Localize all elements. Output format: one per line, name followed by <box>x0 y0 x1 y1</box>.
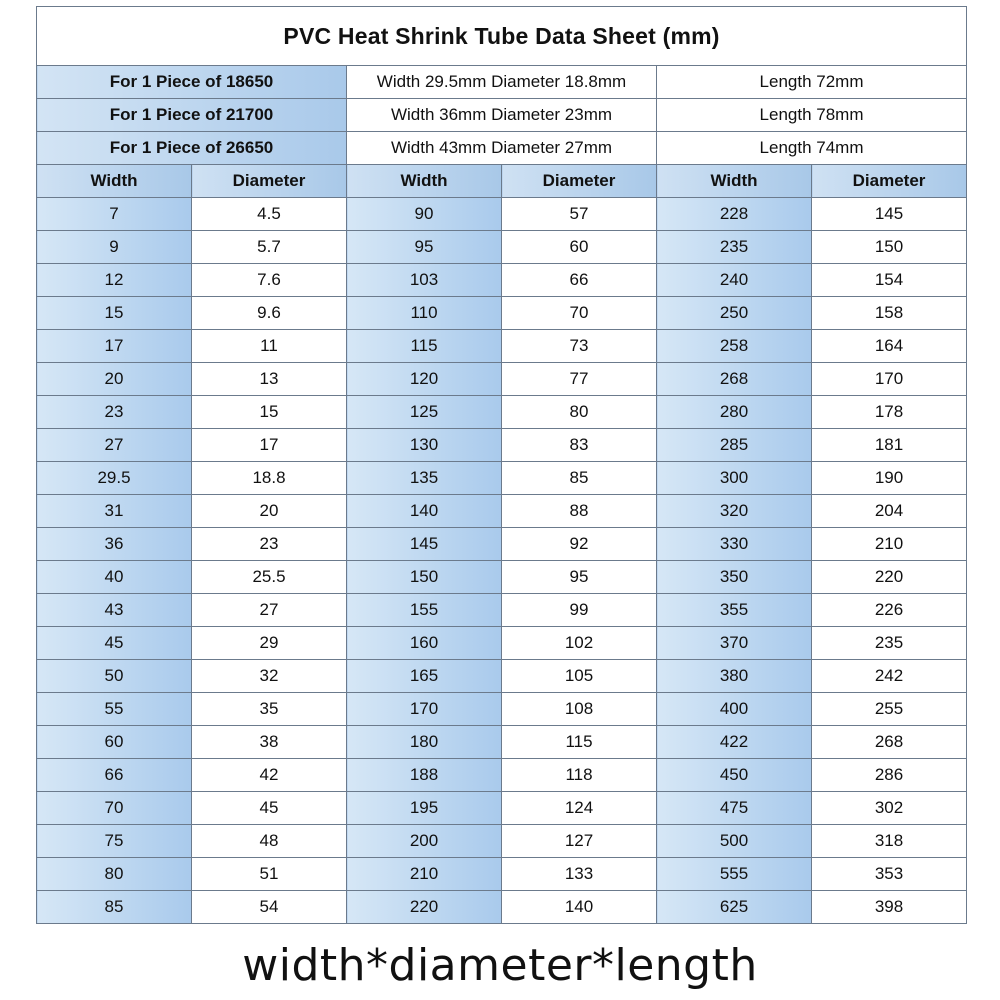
piece-row <box>37 99 967 132</box>
diameter-cell: 45 <box>192 792 347 825</box>
width-cell: 110 <box>347 297 502 330</box>
table-row <box>37 660 967 693</box>
diameter-cell: 398 <box>812 891 967 924</box>
width-cell: 60 <box>37 726 192 759</box>
width-cell: 380 <box>657 660 812 693</box>
diameter-cell: 35 <box>192 693 347 726</box>
diameter-cell: 5.7 <box>192 231 347 264</box>
piece-row <box>37 132 967 165</box>
column-header-width: Width <box>657 165 812 198</box>
width-cell: 475 <box>657 792 812 825</box>
table-row <box>37 561 967 594</box>
table-row <box>37 462 967 495</box>
diameter-cell: 133 <box>502 858 657 891</box>
diameter-cell: 255 <box>812 693 967 726</box>
width-cell: 36 <box>37 528 192 561</box>
diameter-cell: 302 <box>812 792 967 825</box>
width-cell: 45 <box>37 627 192 660</box>
diameter-cell: 204 <box>812 495 967 528</box>
diameter-cell: 178 <box>812 396 967 429</box>
width-cell: 200 <box>347 825 502 858</box>
width-cell: 258 <box>657 330 812 363</box>
width-cell: 320 <box>657 495 812 528</box>
column-header-row <box>37 165 967 198</box>
diameter-cell: 92 <box>502 528 657 561</box>
width-cell: 170 <box>347 693 502 726</box>
diameter-cell: 353 <box>812 858 967 891</box>
width-cell: 300 <box>657 462 812 495</box>
width-cell: 165 <box>347 660 502 693</box>
width-cell: 285 <box>657 429 812 462</box>
diameter-cell: 150 <box>812 231 967 264</box>
width-cell: 103 <box>347 264 502 297</box>
diameter-cell: 105 <box>502 660 657 693</box>
diameter-cell: 140 <box>502 891 657 924</box>
width-cell: 210 <box>347 858 502 891</box>
diameter-cell: 29 <box>192 627 347 660</box>
diameter-cell: 11 <box>192 330 347 363</box>
table-row <box>37 330 967 363</box>
table-row <box>37 825 967 858</box>
piece-length: Length 74mm <box>657 132 967 165</box>
diameter-cell: 15 <box>192 396 347 429</box>
width-cell: 240 <box>657 264 812 297</box>
table-row <box>37 858 967 891</box>
table-row <box>37 528 967 561</box>
width-cell: 12 <box>37 264 192 297</box>
table-row <box>37 297 967 330</box>
width-cell: 17 <box>37 330 192 363</box>
width-cell: 188 <box>347 759 502 792</box>
piece-dimensions: Width 43mm Diameter 27mm <box>347 132 657 165</box>
width-cell: 29.5 <box>37 462 192 495</box>
width-cell: 95 <box>347 231 502 264</box>
diameter-cell: 48 <box>192 825 347 858</box>
piece-label: For 1 Piece of 18650 <box>37 66 347 99</box>
diameter-cell: 54 <box>192 891 347 924</box>
diameter-cell: 242 <box>812 660 967 693</box>
table-row <box>37 759 967 792</box>
table-row <box>37 726 967 759</box>
width-cell: 55 <box>37 693 192 726</box>
width-cell: 90 <box>347 198 502 231</box>
width-cell: 7 <box>37 198 192 231</box>
table-row <box>37 198 967 231</box>
width-cell: 500 <box>657 825 812 858</box>
width-cell: 85 <box>37 891 192 924</box>
table-row <box>37 264 967 297</box>
width-cell: 160 <box>347 627 502 660</box>
diameter-cell: 66 <box>502 264 657 297</box>
width-cell: 155 <box>347 594 502 627</box>
table-row <box>37 429 967 462</box>
diameter-cell: 127 <box>502 825 657 858</box>
table-row <box>37 891 967 924</box>
diameter-cell: 164 <box>812 330 967 363</box>
diameter-cell: 57 <box>502 198 657 231</box>
diameter-cell: 80 <box>502 396 657 429</box>
diameter-cell: 235 <box>812 627 967 660</box>
width-cell: 228 <box>657 198 812 231</box>
width-cell: 355 <box>657 594 812 627</box>
width-cell: 450 <box>657 759 812 792</box>
diameter-cell: 9.6 <box>192 297 347 330</box>
diameter-cell: 32 <box>192 660 347 693</box>
width-cell: 150 <box>347 561 502 594</box>
diameter-cell: 27 <box>192 594 347 627</box>
diameter-cell: 85 <box>502 462 657 495</box>
width-cell: 220 <box>347 891 502 924</box>
diameter-cell: 23 <box>192 528 347 561</box>
sheet-title: PVC Heat Shrink Tube Data Sheet (mm) <box>37 7 967 66</box>
width-cell: 27 <box>37 429 192 462</box>
width-cell: 268 <box>657 363 812 396</box>
diameter-cell: 145 <box>812 198 967 231</box>
diameter-cell: 318 <box>812 825 967 858</box>
width-cell: 422 <box>657 726 812 759</box>
width-cell: 330 <box>657 528 812 561</box>
width-cell: 135 <box>347 462 502 495</box>
width-cell: 15 <box>37 297 192 330</box>
diameter-cell: 95 <box>502 561 657 594</box>
diameter-cell: 286 <box>812 759 967 792</box>
diameter-cell: 115 <box>502 726 657 759</box>
diameter-cell: 73 <box>502 330 657 363</box>
table-row <box>37 363 967 396</box>
table-row <box>37 495 967 528</box>
diameter-cell: 226 <box>812 594 967 627</box>
width-cell: 31 <box>37 495 192 528</box>
width-cell: 66 <box>37 759 192 792</box>
diameter-cell: 170 <box>812 363 967 396</box>
footer-caption: width*diameter*length <box>242 940 758 991</box>
table-row <box>37 792 967 825</box>
diameter-cell: 42 <box>192 759 347 792</box>
width-cell: 625 <box>657 891 812 924</box>
diameter-cell: 51 <box>192 858 347 891</box>
piece-row <box>37 66 967 99</box>
width-cell: 9 <box>37 231 192 264</box>
column-header-diameter: Diameter <box>192 165 347 198</box>
piece-dimensions: Width 36mm Diameter 23mm <box>347 99 657 132</box>
width-cell: 140 <box>347 495 502 528</box>
diameter-cell: 60 <box>502 231 657 264</box>
column-header-diameter: Diameter <box>502 165 657 198</box>
diameter-cell: 18.8 <box>192 462 347 495</box>
table-row <box>37 231 967 264</box>
piece-length: Length 78mm <box>657 99 967 132</box>
width-cell: 130 <box>347 429 502 462</box>
width-cell: 125 <box>347 396 502 429</box>
diameter-cell: 7.6 <box>192 264 347 297</box>
table-row <box>37 627 967 660</box>
width-cell: 70 <box>37 792 192 825</box>
width-cell: 50 <box>37 660 192 693</box>
piece-dimensions: Width 29.5mm Diameter 18.8mm <box>347 66 657 99</box>
column-header-width: Width <box>37 165 192 198</box>
width-cell: 20 <box>37 363 192 396</box>
piece-label: For 1 Piece of 26650 <box>37 132 347 165</box>
width-cell: 350 <box>657 561 812 594</box>
diameter-cell: 99 <box>502 594 657 627</box>
table-row <box>37 396 967 429</box>
diameter-cell: 25.5 <box>192 561 347 594</box>
diameter-cell: 17 <box>192 429 347 462</box>
diameter-cell: 88 <box>502 495 657 528</box>
width-cell: 400 <box>657 693 812 726</box>
diameter-cell: 102 <box>502 627 657 660</box>
width-cell: 75 <box>37 825 192 858</box>
width-cell: 80 <box>37 858 192 891</box>
diameter-cell: 220 <box>812 561 967 594</box>
diameter-cell: 20 <box>192 495 347 528</box>
diameter-cell: 108 <box>502 693 657 726</box>
width-cell: 40 <box>37 561 192 594</box>
width-cell: 23 <box>37 396 192 429</box>
width-cell: 120 <box>347 363 502 396</box>
diameter-cell: 158 <box>812 297 967 330</box>
diameter-cell: 70 <box>502 297 657 330</box>
piece-length: Length 72mm <box>657 66 967 99</box>
diameter-cell: 4.5 <box>192 198 347 231</box>
piece-label: For 1 Piece of 21700 <box>37 99 347 132</box>
width-cell: 115 <box>347 330 502 363</box>
diameter-cell: 268 <box>812 726 967 759</box>
width-cell: 250 <box>657 297 812 330</box>
width-cell: 145 <box>347 528 502 561</box>
width-cell: 370 <box>657 627 812 660</box>
width-cell: 195 <box>347 792 502 825</box>
data-sheet-table <box>36 6 967 924</box>
title-row <box>37 7 967 66</box>
diameter-cell: 154 <box>812 264 967 297</box>
width-cell: 43 <box>37 594 192 627</box>
diameter-cell: 190 <box>812 462 967 495</box>
width-cell: 180 <box>347 726 502 759</box>
diameter-cell: 77 <box>502 363 657 396</box>
table-row <box>37 594 967 627</box>
diameter-cell: 210 <box>812 528 967 561</box>
diameter-cell: 38 <box>192 726 347 759</box>
diameter-cell: 118 <box>502 759 657 792</box>
diameter-cell: 181 <box>812 429 967 462</box>
column-header-diameter: Diameter <box>812 165 967 198</box>
diameter-cell: 124 <box>502 792 657 825</box>
diameter-cell: 13 <box>192 363 347 396</box>
width-cell: 235 <box>657 231 812 264</box>
table-row <box>37 693 967 726</box>
diameter-cell: 83 <box>502 429 657 462</box>
column-header-width: Width <box>347 165 502 198</box>
width-cell: 555 <box>657 858 812 891</box>
width-cell: 280 <box>657 396 812 429</box>
